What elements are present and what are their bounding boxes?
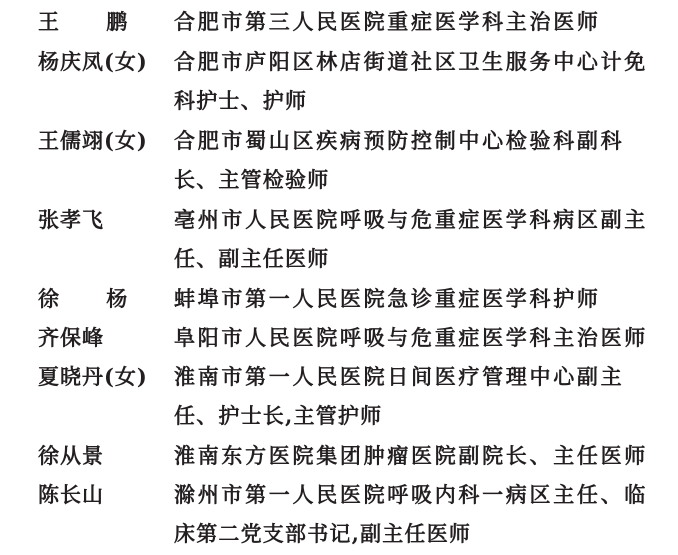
person-position xyxy=(174,436,648,475)
position-line: 淮南市第一人民医院日间医疗管理中心副主 xyxy=(174,364,625,389)
position-line: 任、护士长,主管护师 xyxy=(174,403,383,428)
person-position xyxy=(174,121,634,199)
position-line: 科护士、护师 xyxy=(174,88,308,113)
person-position xyxy=(174,279,634,318)
position-line: 阜阳市人民医院呼吸与危重症医学科主治医师 xyxy=(174,325,648,350)
position-line: 滁州市第一人民医院呼吸内科一病区主任、临 xyxy=(174,482,648,507)
person-name: 夏晓丹(女) xyxy=(38,364,148,389)
person-position xyxy=(174,357,634,435)
position-line: 长、主管检验师 xyxy=(174,167,330,192)
position-line: 淮南东方医院集团肿瘤医院副院长、主任医师 xyxy=(174,443,648,468)
position-line: 床第二党支部书记,副主任医师 xyxy=(174,521,472,546)
person-name: 齐保峰 xyxy=(38,325,104,350)
person-position xyxy=(174,200,648,278)
person-name: 王 鹏 xyxy=(38,9,148,34)
position-line: 任、副主任医师 xyxy=(174,246,330,271)
person-position xyxy=(174,2,634,41)
person-position xyxy=(174,318,648,357)
position-line: 合肥市第三人民医院重症医学科主治医师 xyxy=(174,9,601,34)
person-name: 徐从景 xyxy=(38,443,104,468)
person-name: 王儒翊(女) xyxy=(38,128,148,153)
position-line: 合肥市庐阳区林店街道社区卫生服务中心计免 xyxy=(174,49,648,74)
position-line: 合肥市蜀山区疾病预防控制中心检验科副科 xyxy=(174,128,625,153)
person-name: 徐 杨 xyxy=(38,286,148,311)
person-position xyxy=(174,475,648,553)
position-line: 蚌埠市第一人民医院急诊重症医学科护师 xyxy=(174,286,601,311)
person-name: 张孝飞 xyxy=(38,207,104,232)
position-line: 亳州市人民医院呼吸与危重症医学科病区副主 xyxy=(174,207,648,232)
person-position xyxy=(174,42,648,120)
person-name: 陈长山 xyxy=(38,482,104,507)
person-name: 杨庆凤(女) xyxy=(38,49,148,74)
